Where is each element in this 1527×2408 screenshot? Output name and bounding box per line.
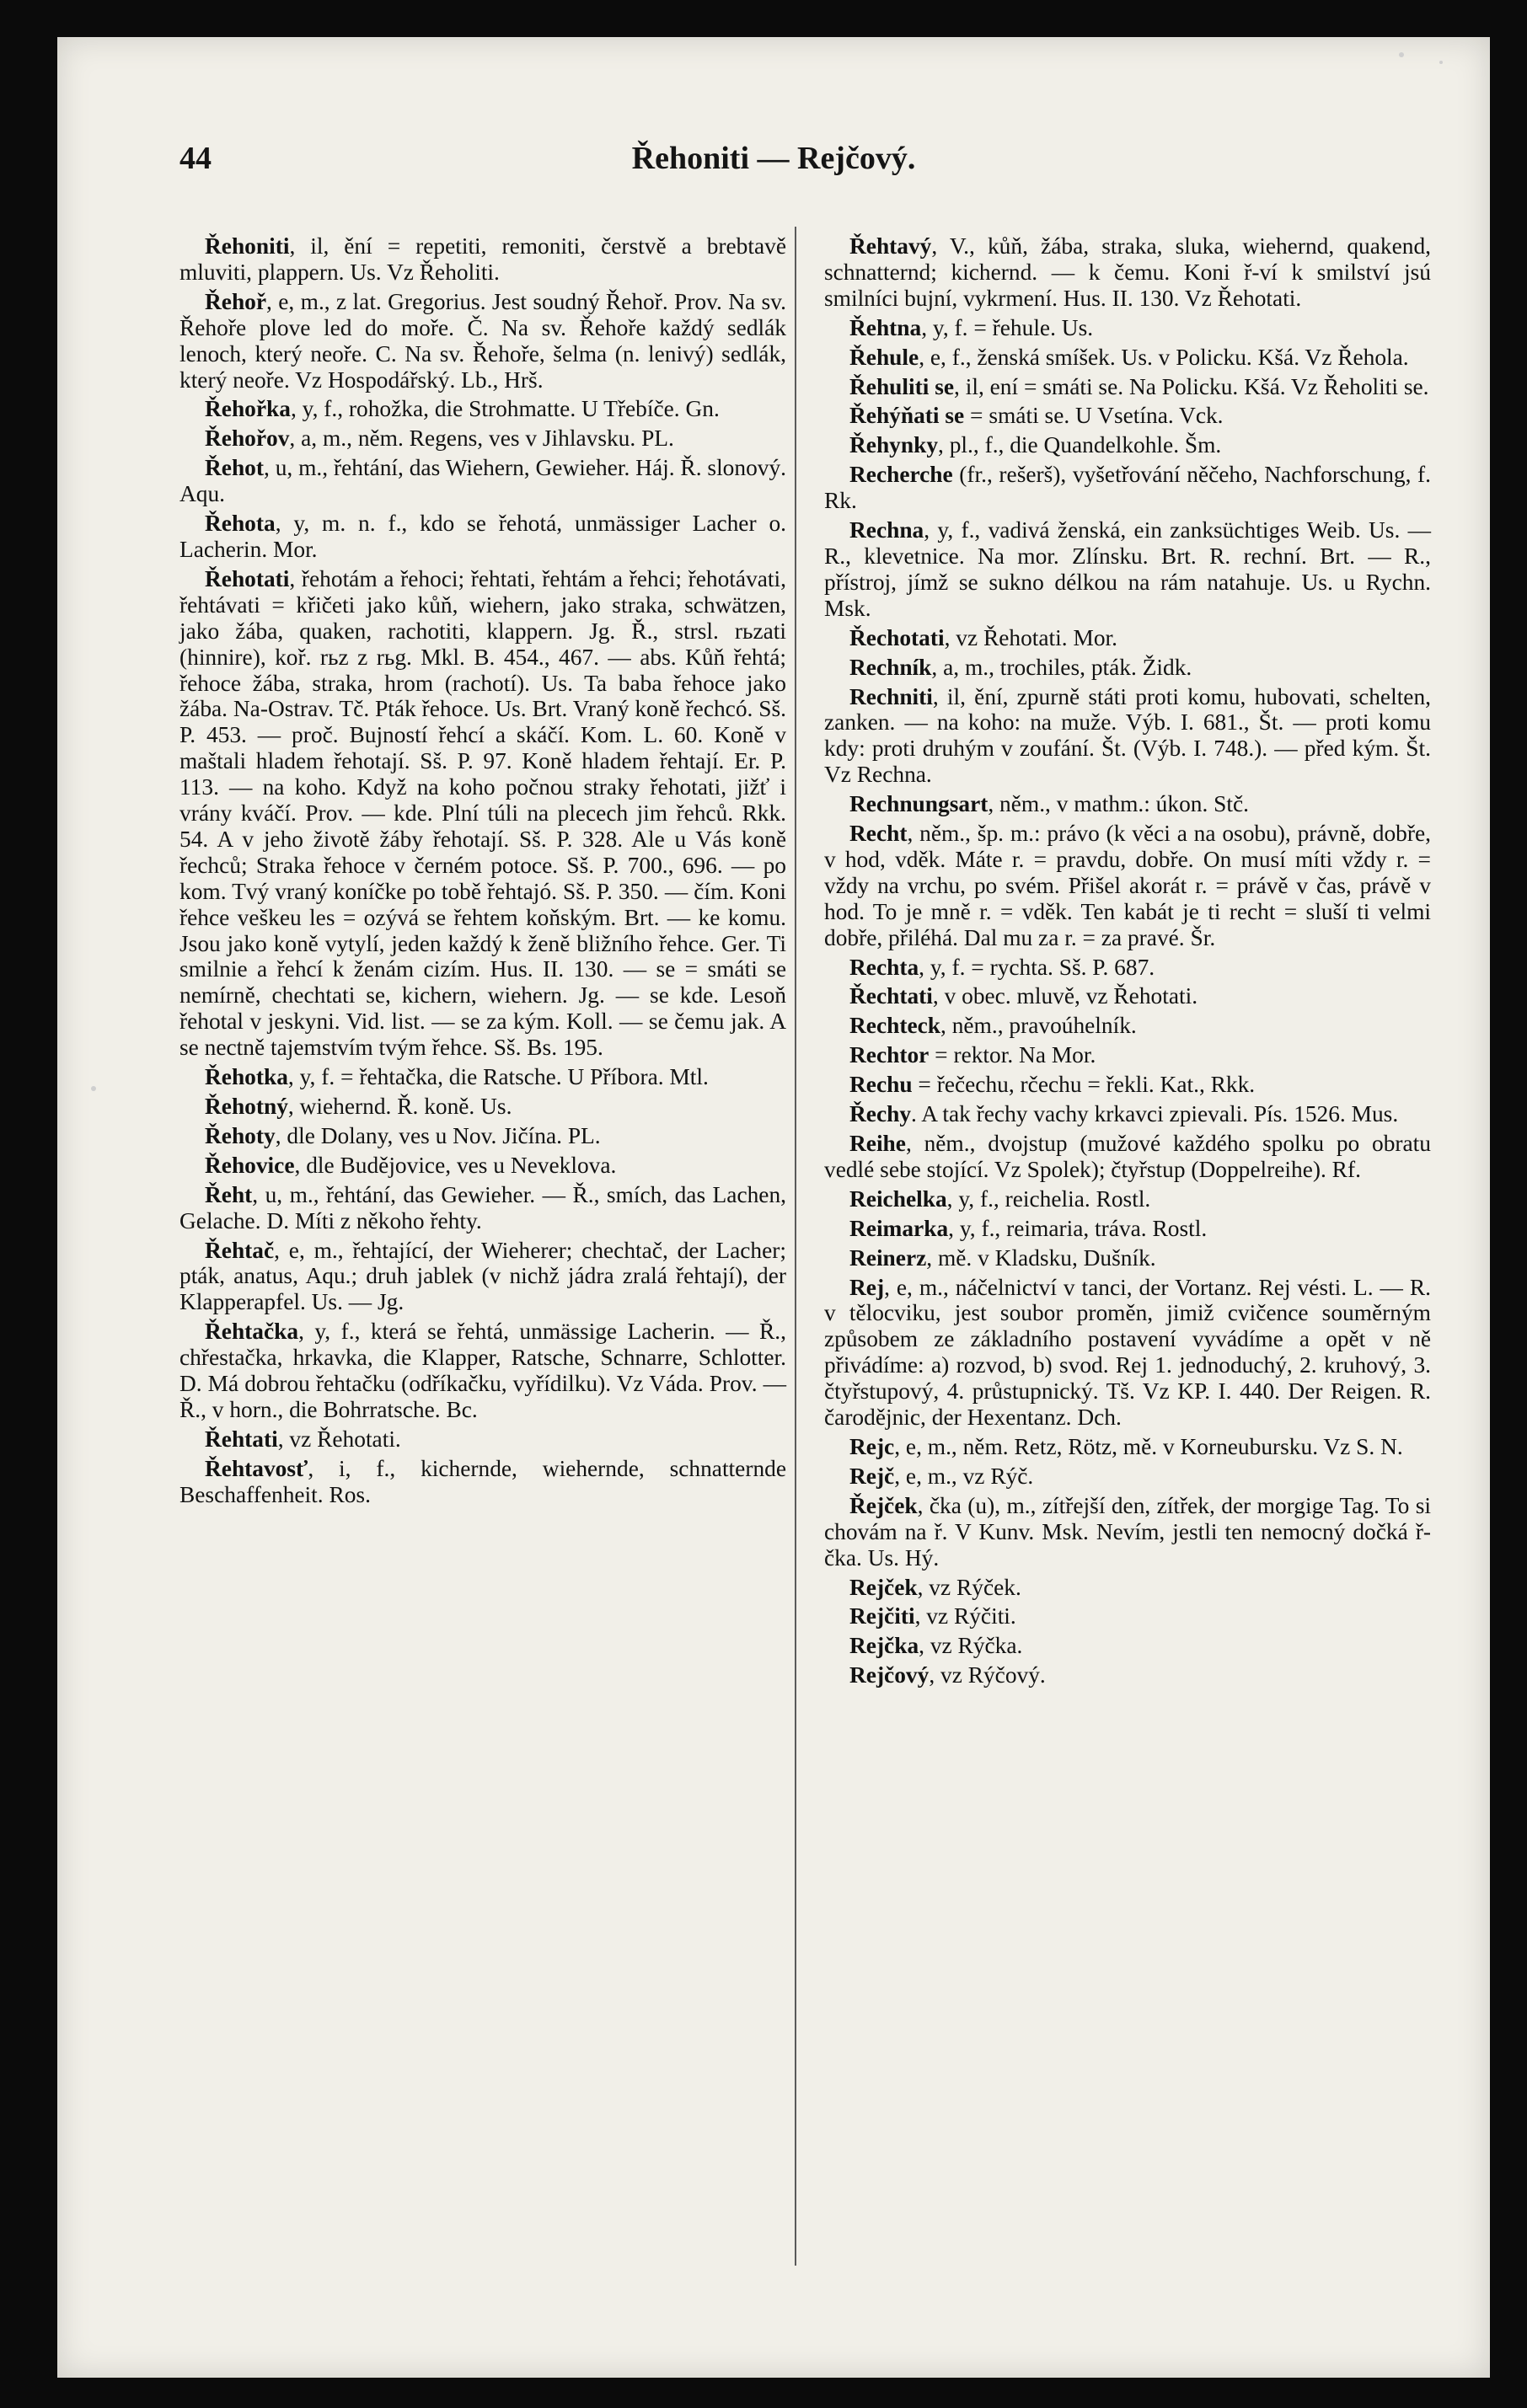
dictionary-entry bbox=[179, 1319, 786, 1423]
entry-definition: , y, f. = rychta. Sš. P. 687. bbox=[919, 954, 1155, 980]
dictionary-entry bbox=[824, 684, 1431, 789]
dictionary-entry bbox=[824, 1245, 1431, 1271]
dictionary-entry bbox=[824, 1042, 1431, 1068]
dictionary-entry bbox=[824, 1633, 1431, 1659]
entry-definition: , pl., f., die Quandelkohle. Šm. bbox=[938, 432, 1222, 458]
entry-definition: , y, f., reichelia. Rostl. bbox=[946, 1185, 1151, 1212]
entry-headword: Řeht bbox=[205, 1181, 253, 1207]
entry-definition: , y, f. = řehule. Us. bbox=[921, 314, 1094, 340]
dictionary-entry bbox=[824, 1275, 1431, 1431]
entry-definition: , vz Rýčka. bbox=[919, 1633, 1023, 1659]
entry-definition: = řečechu, rčechu = řekli. Kat., Rkk. bbox=[912, 1072, 1256, 1098]
dictionary-entry bbox=[179, 566, 786, 1061]
entry-definition: , e, m., řehtající, der Wieherer; chechtač, der Lacher; pták, anatus, Aqu.; druh jablek (v nichž jádra zralá řehtají), der Klapperapfel. Us. — Jg. bbox=[179, 1237, 786, 1315]
dictionary-page bbox=[57, 37, 1490, 2378]
entry-definition: , il, ení = smáti se. Na Policku. Kšá. Vz Řeholiti se. bbox=[954, 373, 1429, 399]
entry-definition: , y, f., rohožka, die Strohmatte. U Třebíče. Gn. bbox=[290, 396, 720, 422]
dictionary-entry bbox=[824, 625, 1431, 651]
entry-headword: Rechu bbox=[849, 1072, 913, 1098]
dictionary-entry bbox=[824, 1186, 1431, 1212]
dictionary-entry bbox=[824, 1603, 1431, 1629]
dictionary-entry bbox=[179, 1238, 786, 1316]
entry-headword: Recht bbox=[849, 821, 908, 847]
entry-headword: Rejc bbox=[849, 1433, 895, 1459]
dictionary-entry bbox=[179, 511, 786, 563]
entry-headword: Řehořov bbox=[205, 425, 290, 452]
paper-speck bbox=[1399, 52, 1404, 57]
entry-headword: Řehtavý bbox=[849, 233, 932, 259]
dictionary-entry bbox=[824, 821, 1431, 951]
entry-headword: Rejčiti bbox=[849, 1603, 915, 1629]
column-divider bbox=[795, 227, 796, 2266]
entry-definition: , dle Budějovice, ves u Neveklova. bbox=[294, 1152, 617, 1178]
entry-definition: , vz Řehotati. bbox=[277, 1426, 401, 1452]
entry-headword: Rejč bbox=[849, 1463, 895, 1489]
entry-definition: , něm., v mathm.: úkon. Stč. bbox=[988, 791, 1250, 817]
entry-headword: Řehýňati se bbox=[849, 403, 965, 429]
entry-definition: , v obec. mluvě, vz Řehotati. bbox=[932, 983, 1198, 1009]
dictionary-entry bbox=[824, 462, 1431, 514]
entry-headword: Řehtna bbox=[849, 314, 922, 340]
entry-headword: Řehotka bbox=[205, 1064, 288, 1090]
entry-definition: , něm., pravoúhelník. bbox=[940, 1013, 1137, 1039]
entry-headword: Reichelka bbox=[849, 1185, 947, 1212]
entry-definition: , a, m., trochiles, pták. Židk. bbox=[931, 654, 1192, 680]
paper-speck bbox=[91, 1086, 96, 1091]
entry-headword: Rejček bbox=[849, 1574, 918, 1600]
dictionary-entry bbox=[824, 345, 1431, 371]
entry-headword: Rechteck bbox=[849, 1013, 940, 1039]
entry-headword: Řejček bbox=[849, 1492, 918, 1518]
entry-headword: Rechna bbox=[849, 517, 924, 543]
entry-headword: Reihe bbox=[849, 1131, 906, 1156]
entry-headword: Reinerz bbox=[849, 1244, 927, 1271]
entry-definition: , mě. v Kladsku, Dušník. bbox=[926, 1244, 1156, 1271]
dictionary-entry bbox=[824, 517, 1431, 622]
dictionary-entry bbox=[179, 425, 786, 452]
dictionary-entry bbox=[179, 1456, 786, 1508]
entry-definition: , vz Rýčiti. bbox=[914, 1603, 1016, 1629]
entry-headword: Řehoř bbox=[205, 288, 267, 314]
entry-headword: Rejčka bbox=[849, 1633, 919, 1659]
entry-headword: Řehtavosť bbox=[205, 1455, 308, 1481]
dictionary-entry bbox=[824, 791, 1431, 817]
dictionary-entry bbox=[824, 1101, 1431, 1127]
entry-definition: , y, m. n. f., kdo se řehotá, unmässiger Lacher o. Lacherin. Mor. bbox=[179, 511, 786, 562]
entry-headword: Rechta bbox=[849, 954, 919, 980]
entry-definition: , e, m., něm. Retz, Rötz, mě. v Korneubursku. Vz S. N. bbox=[894, 1433, 1403, 1459]
entry-headword: Rechník bbox=[849, 654, 932, 680]
dictionary-entry bbox=[179, 1094, 786, 1120]
entry-headword: Řehtačka bbox=[205, 1319, 299, 1345]
dictionary-entry bbox=[824, 233, 1431, 312]
entry-definition: = smáti se. U Vsetína. Vck. bbox=[964, 403, 1224, 429]
entry-definition: . A tak řechy vachy krkavci zpievali. Pís. 1526. Mus. bbox=[911, 1101, 1399, 1127]
entry-definition: , e, m., náčelnictví v tanci, der Vortanz. Rej vésti. L. — R. v tělocviku, jest soubor proměn, jimiž cvičence souměrným způsobem ze základního postavení vyvádíme a opět v ně přivádíme: a) rozvod, b) svod. Rej 1. jednoduchý, 2. kruhový, 3. čtyřstupový, 4. průstupnický. Tš. Vz KP. I. 440. Der Reigen. R. čarodějnic, der Hexentanz. Dch. bbox=[824, 1274, 1431, 1431]
paper-speck bbox=[1439, 61, 1443, 64]
dictionary-entry bbox=[824, 955, 1431, 981]
entry-headword: Řehuliti se bbox=[849, 373, 955, 399]
entry-headword: Rechtor bbox=[849, 1042, 930, 1068]
entry-definition: , y, f., vadivá ženská, ein zanksüchtiges Weib. Us. — R., klevetnice. Na mor. Zlínsku. Brt. R. rechní. Brt. — R., přístroj, jímž se sukno délkou na rám natahuje. Us. u Rychn. Msk. bbox=[824, 517, 1431, 621]
entry-definition: = rektor. Na Mor. bbox=[929, 1042, 1096, 1068]
entry-definition: , V., kůň, žába, straka, sluka, wiehernd, quakend, schnatternd; kichernd. — k čemu. Koni ř-ví k smilství jsú smilníci bujní, vykrmení. Hus. II. 130. Vz Řehotati. bbox=[824, 233, 1431, 311]
entry-definition: , i, f., kichernde, wiehernde, schnatternde Beschaffenheit. Ros. bbox=[179, 1455, 786, 1507]
dictionary-entry bbox=[179, 1426, 786, 1453]
dictionary-entry bbox=[179, 1123, 786, 1149]
dictionary-entry bbox=[824, 1072, 1431, 1098]
entry-definition: , y, f., která se řehtá, unmässige Lacherin. — Ř., chřestačka, hrkavka, die Klapper, Ratsche, Schnarre, Schlotter. D. Má dobrou řehtačku (odříkačku, vyřídilku). Vz Váda. Prov. — Ř., v horn., die Bohrratsche. Bc. bbox=[179, 1319, 786, 1422]
dictionary-entry bbox=[179, 1182, 786, 1234]
left-column bbox=[179, 233, 786, 1512]
dictionary-entry bbox=[179, 455, 786, 507]
dictionary-entry bbox=[824, 1662, 1431, 1688]
dictionary-entry bbox=[824, 374, 1431, 400]
dictionary-entry bbox=[824, 655, 1431, 681]
entry-headword: Řehot bbox=[205, 455, 264, 481]
dictionary-entry bbox=[824, 1575, 1431, 1601]
entry-headword: Řehynky bbox=[849, 432, 939, 458]
entry-headword: Řehotný bbox=[205, 1094, 288, 1119]
entry-headword: Řehtač bbox=[205, 1237, 275, 1263]
dictionary-entry bbox=[824, 1216, 1431, 1242]
entry-definition: , vz Rýček. bbox=[917, 1574, 1021, 1600]
entry-headword: Řehoty bbox=[205, 1122, 276, 1148]
dictionary-entry bbox=[179, 289, 786, 393]
entry-definition: , a, m., něm. Regens, ves v Jihlavsku. PL. bbox=[289, 425, 674, 452]
dictionary-entry bbox=[824, 432, 1431, 458]
dictionary-entry bbox=[179, 233, 786, 286]
page-number: 44 bbox=[179, 141, 212, 176]
entry-definition: , řehotám a řehoci; řehtati, řehtám a řehci; řehotávati, řehtávati = křičeti jako kůň, wiehern, jako straka, schwätzen, jako žába, quaken, rachotiti, klappern. Jg. Ř., strsl. rьzati (hinnire), koř. rьz z rьg. Mkl. B. 454., 467. — abs. Kůň řehtá; řehoce žába, straka, hrom (rachotí). Us. Ta baba řehoce jako žába. Na-Ostrav. Tč. Pták řehoce. Us. Brt. Vraný koně řechcó. Sš. P. 453. — proč. Bujností řehcí a skáčí. Kom. L. 60. Koně v maštali hladem řehotají. Sš. P. 97. Koně hladem řehtají. Er. P. 113. — na koho. Když na koho počnou straky řehotati, jižť i vrány kváčí. Prov. — kde. Plní túli na plecech jim řehců. Rkk. 54. A v jeho životě žáby řehotají. Sš. P. 328. Ale u Vás koně řechců; Straka řehoce v černém potoce. Sš. P. 700., 696. — po kom. Tvý vraný koníčke po tobě řehtajó. Sš. P. 350. — čím. Koni řehce veškeu les = ozývá se řehtem koňským. Brt. — ke komu. Jsou jako koně vytylí, jeden každý k ženě bližního řehce. Ger. Ti smilnie a řehcí k ženám cizím. Hus. II. 130. — se = smáti se nemírně, chechtati se, kichern, wiehern. Jg. — se kde. Lesoň řehotal v jeskyni. Vid. list. — se za kým. Koll. — se čemu jak. A se nectně tajemstvím tvým řehce. Sš. Bs. 195. bbox=[179, 565, 786, 1061]
entry-definition: , u, m., řehtání, das Gewieher. — Ř., smích, das Lachen, Gelache. D. Míti z někoho řehty. bbox=[179, 1181, 786, 1233]
entry-headword: Řehtati bbox=[205, 1426, 278, 1452]
entry-headword: Řehule bbox=[849, 344, 919, 370]
entry-headword: Rejčový bbox=[849, 1662, 930, 1688]
entry-definition: , vz Řehotati. Mor. bbox=[944, 624, 1117, 650]
entry-definition: , e, m., vz Rýč. bbox=[894, 1463, 1034, 1489]
running-title: Řehoniti — Rejčový. bbox=[631, 141, 916, 176]
entry-headword: Recherche bbox=[849, 462, 953, 488]
entry-definition: , wiehernd. Ř. koně. Us. bbox=[287, 1094, 512, 1119]
page-header bbox=[57, 118, 1490, 177]
entry-headword: Řehořka bbox=[205, 396, 291, 422]
dictionary-entry bbox=[824, 1464, 1431, 1490]
entry-definition: , e, f., ženská smíšek. Us. v Policku. Kšá. Vz Řehola. bbox=[919, 344, 1409, 370]
entry-headword: Řehota bbox=[205, 511, 276, 537]
entry-definition: , čka (u), m., zítřejší den, zítřek, der morgige Tag. To si chovám na ř. V Kunv. Msk. Nevím, jestli ten nemocný dočká ř-čka. Us. Hý. bbox=[824, 1492, 1431, 1571]
entry-definition: , něm., dvojstup (mužové každého spolku po obratu vedlé sebe stojící. Vz Spolek); čtyřstup (Doppelreihe). Rf. bbox=[824, 1131, 1431, 1182]
entry-definition: , il, ění, zpurně státi proti komu, hubovati, schelten, zanken. — na koho: na muže. Výb. I. 681., Št. — proti komu kdy: proti druhým v zoufání. Št. (Výb. I. 748.). — před kým. Št. Vz Rechna. bbox=[824, 683, 1431, 788]
entry-definition: , y, f., reimaria, tráva. Rostl. bbox=[948, 1215, 1208, 1241]
dictionary-entry bbox=[824, 315, 1431, 341]
dictionary-entry bbox=[824, 403, 1431, 429]
entry-definition: , y, f. = řehtačka, die Ratsche. U Příbora. Mtl. bbox=[287, 1064, 709, 1090]
dictionary-entry bbox=[824, 1131, 1431, 1183]
dictionary-entry bbox=[824, 1434, 1431, 1460]
right-column bbox=[824, 233, 1431, 1692]
entry-definition: , e, m., z lat. Gregorius. Jest soudný Řehoř. Prov. Na sv. Řehoře plove led do moře. Č. Na sv. Řehoře každý sedlák lenoch, který neoře. C. Na sv. Řehoře, šelma (n. lenivý) sedlák, který neoře. Vz Hospodářský. Lb., Hrš. bbox=[179, 288, 786, 393]
dictionary-entry bbox=[824, 1013, 1431, 1039]
entry-headword: Řechotati bbox=[849, 624, 945, 650]
entry-headword: Řechtati bbox=[849, 983, 933, 1009]
entry-headword: Řechy bbox=[849, 1101, 912, 1127]
entry-definition: , il, ění = repetiti, remoniti, čerstvě a brebtavě mluviti, plappern. Us. Vz Řeholiti. bbox=[179, 233, 786, 285]
entry-definition: , dle Dolany, ves u Nov. Jičína. PL. bbox=[275, 1122, 601, 1148]
entry-headword: Řehovice bbox=[205, 1152, 295, 1178]
entry-headword: Reimarka bbox=[849, 1215, 949, 1241]
entry-headword: Rechnungsart bbox=[849, 791, 989, 817]
dictionary-entry bbox=[179, 1064, 786, 1090]
entry-definition: , vz Rýčový. bbox=[929, 1662, 1046, 1688]
entry-definition: , u, m., řehtání, das Wiehern, Gewieher. Háj. Ř. slonový. Aqu. bbox=[179, 455, 786, 507]
entry-definition: (fr., rešerš), vyšetřování něčeho, Nachforschung, f. Rk. bbox=[824, 462, 1431, 514]
dictionary-entry bbox=[179, 1153, 786, 1179]
dictionary-entry bbox=[179, 396, 786, 422]
dictionary-entry bbox=[824, 1493, 1431, 1571]
entry-headword: Řehotati bbox=[205, 565, 290, 591]
dictionary-entry bbox=[824, 983, 1431, 1009]
entry-headword: Řehoniti bbox=[205, 233, 290, 259]
entry-definition: , něm., šp. m.: právo (k věci a na osobu), právně, dobře, v hod, vděk. Máte r. = pravdu, dobře. On musí míti vždy r. = vždy na vrchu, po svém. Přišel akorát r. = právě v čas, právě v hod. To je mně r. = vděk. Ten kabát je ti recht = sluší ti velmi dobře, přiléhá. Dal mu za r. = za pravé. Šr. bbox=[824, 821, 1431, 950]
entry-headword: Rechniti bbox=[849, 683, 933, 709]
entry-headword: Rej bbox=[849, 1274, 885, 1300]
